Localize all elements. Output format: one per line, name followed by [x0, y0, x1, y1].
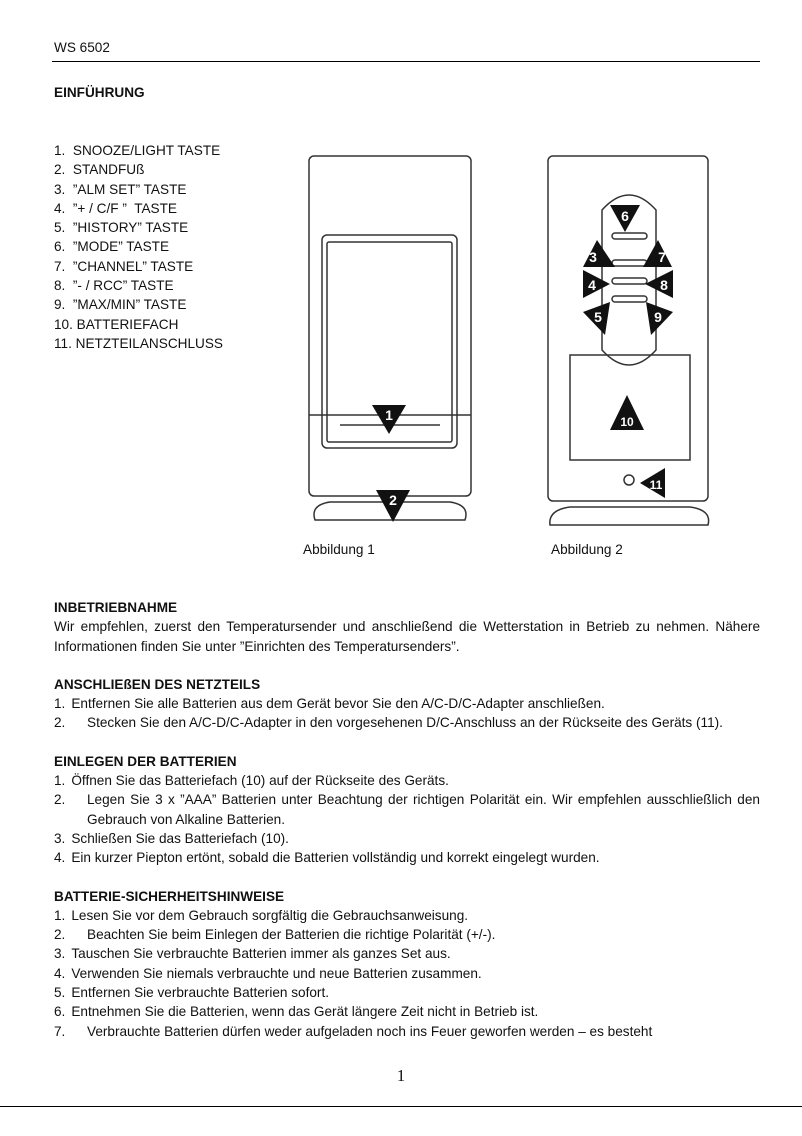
- callout-8: 8: [660, 277, 668, 293]
- callout-10: 10: [620, 415, 634, 429]
- section: [54, 675, 760, 733]
- list-item: [54, 790, 760, 829]
- list-number: 2.: [54, 792, 66, 808]
- document-header: WS 6502: [54, 40, 110, 55]
- figure-caption-1: Abbildung 1: [303, 542, 375, 557]
- callout-7: 7: [658, 249, 666, 265]
- parts-list-item: 9. ”MAX/MIN” TASTE: [54, 297, 187, 313]
- list-item: [54, 944, 760, 963]
- parts-list-item: 5. ”HISTORY” TASTE: [54, 220, 189, 236]
- list-text: Schließen Sie das Batteriefach (10).: [71, 830, 289, 846]
- figure-caption-2: Abbildung 2: [551, 542, 623, 557]
- list-text: Stecken Sie den A/C-D/C-Adapter in den vorgesehenen D/C-Anschluss an der Rückseite des Geräts (11).: [87, 715, 723, 731]
- footer-rule: [0, 1106, 802, 1107]
- list-text: Verwenden Sie niemals verbrauchte und neue Batterien zusammen.: [71, 965, 482, 981]
- list-number: 1.: [54, 773, 66, 789]
- list-number: 7.: [54, 1023, 66, 1039]
- section-text: Wir empfehlen, zuerst den Temperatursender und anschließend die Wetterstation in Betrieb zu nehmen. Nähere Informationen finden Sie unter ”Einrichten des Temperatursenders”.: [54, 619, 760, 654]
- list-text: Legen Sie 3 x ”AAA” Batterien unter Beachtung der richtigen Polarität ein. Wir empfehlen ausschließlich den Gebrauch von Alkaline Batterien.: [87, 792, 760, 827]
- list-item: [54, 771, 760, 790]
- list-text: Entfernen Sie verbrauchte Batterien sofort.: [71, 985, 330, 1001]
- parts-list-item: 2. STANDFUß: [54, 162, 145, 178]
- list-text: Ein kurzer Piepton ertönt, sobald die Batterien vollständig und korrekt eingelegt wurden.: [71, 850, 600, 866]
- list-item: [54, 1022, 760, 1041]
- parts-list-item: 11. NETZTEILANSCHLUSS: [54, 335, 223, 351]
- parts-list-item: 1. SNOOZE/LIGHT TASTE: [54, 143, 221, 158]
- list-number: 4.: [54, 965, 66, 981]
- list-item: [54, 694, 760, 713]
- list-item: [54, 848, 760, 867]
- list-text: Verbrauchte Batterien dürfen weder aufgeladen noch ins Feuer geworfen werden – es besteht: [87, 1023, 653, 1039]
- parts-list-item: 4. ”+ / C/F ” TASTE: [54, 200, 177, 216]
- list-number: 4.: [54, 850, 66, 866]
- list-item: [54, 983, 760, 1002]
- list-number: 3.: [54, 830, 66, 846]
- parts-list-item: 3. ”ALM SET” TASTE: [54, 181, 187, 197]
- list-number: 2.: [54, 927, 66, 943]
- section: [54, 887, 760, 1041]
- parts-list-item: 10. BATTERIEFACH: [54, 316, 179, 332]
- callout-4: 4: [588, 277, 596, 293]
- section-title-einfuehrung: EINFÜHRUNG: [54, 85, 145, 100]
- callout-5: 5: [594, 309, 602, 325]
- callout-2: 2: [389, 492, 397, 508]
- list-text: Entfernen Sie alle Batterien aus dem Gerät bevor Sie den A/C-D/C-Adapter anschließen.: [71, 696, 605, 712]
- list-text: Entnehmen Sie die Batterien, wenn das Gerät längere Zeit nicht in Betrieb ist.: [71, 1004, 539, 1020]
- list-text: Öffnen Sie das Batteriefach (10) auf der Rückseite des Geräts.: [71, 773, 449, 789]
- list-text: Tauschen Sie verbrauchte Batterien immer als ganzes Set aus.: [71, 946, 451, 962]
- parts-list-item: 6. ”MODE” TASTE: [54, 239, 170, 255]
- list-number: 1.: [54, 907, 66, 923]
- list-item: [54, 906, 760, 925]
- list-item: [54, 1002, 760, 1021]
- parts-list: [54, 141, 223, 353]
- page-number: 1: [396, 1066, 406, 1085]
- list-number: 2.: [54, 715, 66, 731]
- section-title: EINLEGEN DER BATTERIEN: [54, 753, 237, 769]
- callout-11: 11: [649, 478, 663, 492]
- list-text: Lesen Sie vor dem Gebrauch sorgfältig die Gebrauchsanweisung.: [71, 907, 469, 923]
- list-text: Beachten Sie beim Einlegen der Batterien die richtige Polarität (+/-).: [87, 927, 496, 943]
- list-item: [54, 964, 760, 983]
- list-number: 6.: [54, 1004, 66, 1020]
- section-title: BATTERIE-SICHERHEITSHINWEISE: [54, 888, 285, 904]
- section-title: INBETRIEBNAHME: [54, 600, 178, 615]
- list-item: [54, 713, 760, 732]
- document-body: [54, 598, 760, 1060]
- list-number: 1.: [54, 696, 66, 712]
- section: [54, 752, 760, 868]
- list-item: [54, 829, 760, 848]
- parts-list-item: 7. ”CHANNEL” TASTE: [54, 258, 194, 274]
- section: [54, 598, 760, 656]
- parts-list-item: 8. ”- / RCC” TASTE: [54, 278, 174, 294]
- callout-3: 3: [589, 249, 597, 265]
- callout-6: 6: [621, 208, 629, 224]
- figure-front-view: [300, 150, 480, 535]
- list-item: [54, 925, 760, 944]
- callout-1: 1: [385, 407, 393, 423]
- section-title: ANSCHLIEßEN DES NETZTEILS: [54, 676, 261, 692]
- figure-back-view: [540, 150, 720, 535]
- list-number: 3.: [54, 946, 66, 962]
- header-rule: [52, 61, 760, 62]
- list-number: 5.: [54, 985, 66, 1001]
- callout-9: 9: [654, 309, 662, 325]
